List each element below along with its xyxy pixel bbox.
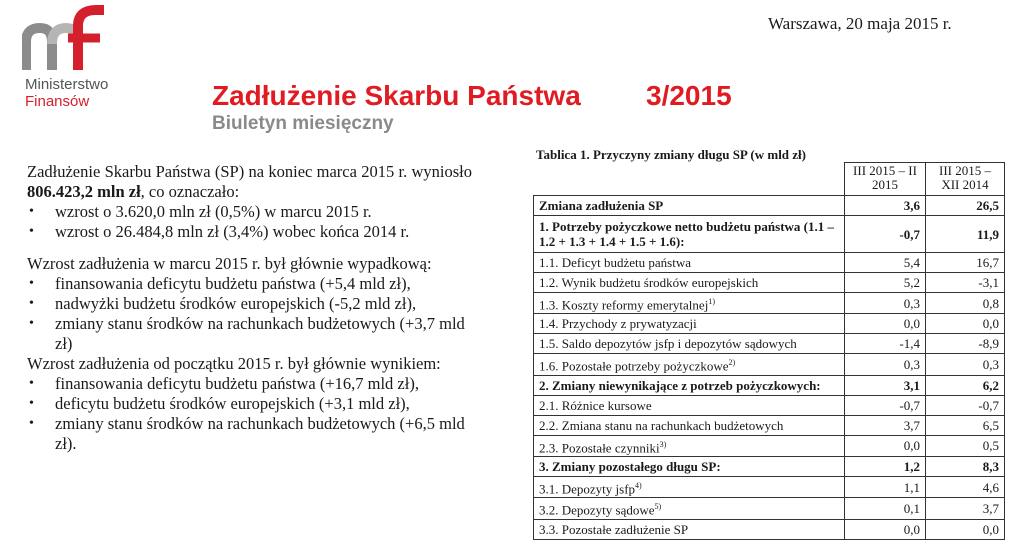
- list-item: • finansowania deficytu budżetu państwa (+16,7 mld zł),: [29, 374, 419, 393]
- table-header-row: [534, 163, 1005, 196]
- row-label: 1.5. Saldo depozytów jsfp i depozytów sądowych: [534, 334, 845, 354]
- table-row: [534, 253, 1005, 273]
- row-label: 3.2. Depozyty sądowe$^{5)}$: [534, 498, 845, 519]
- table-row: [534, 293, 1005, 314]
- value-month: 0,0: [845, 314, 926, 334]
- row-label: 2. Zmiany niewynikające z potrzeb pożyczkowych:: [534, 375, 845, 395]
- list-ytd: [27, 374, 472, 454]
- row-label: 2.2. Zmiana stanu na rachunkach budżetowych: [534, 415, 845, 435]
- row-label: 1.2. Wynik budżetu środków europejskich: [534, 273, 845, 293]
- value-ytd: 8,3: [926, 456, 1005, 476]
- value-ytd: 3,7: [926, 498, 1005, 519]
- summary-text: [27, 162, 472, 454]
- table-row: [534, 498, 1005, 519]
- row-label: 3.3. Pozostałe zadłużenie SP: [534, 519, 845, 539]
- debt-total: 806.423,2 mln zł: [27, 182, 141, 201]
- footnote-marker: 3): [659, 439, 667, 449]
- list-item: • wzrost o 3.620,0 mln zł (0,5%) w marcu 2015 r.: [29, 202, 372, 221]
- table-row: [534, 456, 1005, 476]
- mf-logo-icon: [22, 4, 112, 74]
- value-month: 0,3: [845, 354, 926, 375]
- table-row: [534, 334, 1005, 354]
- document-subtitle: Biuletyn miesięczny: [212, 113, 394, 134]
- table-row: [534, 435, 1005, 456]
- row-label: 1. Potrzeby pożyczkowe netto budżetu państwa (1.1 – 1.2 + 1.3 + 1.4 + 1.5 + 1.6):: [534, 216, 845, 253]
- row-label: 1.4. Przychody z prywatyzacji: [534, 314, 845, 334]
- table-caption: Tablica 1. Przyczyny zmiany długu SP (w mld zł): [536, 147, 806, 162]
- value-month: 3,7: [845, 415, 926, 435]
- table-corner: [534, 163, 845, 196]
- table-row: [534, 415, 1005, 435]
- logo-line1: Ministerstwo: [25, 76, 109, 93]
- row-label: 3.1. Depozyty jsfp$^{4)}$: [534, 476, 845, 497]
- value-ytd: 6,2: [926, 375, 1005, 395]
- row-label: 2.3. Pozostałe czynniki$^{3)}$: [534, 435, 845, 456]
- logo-line2: Finansów: [25, 93, 90, 110]
- value-month: 0,0: [845, 435, 926, 456]
- table-row: [534, 375, 1005, 395]
- value-ytd: -0,7: [926, 395, 1005, 415]
- list-item: • wzrost o 26.484,8 mln zł (3,4%) wobec końca 2014 r.: [29, 222, 410, 241]
- value-month: 1,1: [845, 476, 926, 497]
- value-ytd: 26,5: [926, 196, 1005, 216]
- document-date: Warszawa, 20 maja 2015 r.: [768, 14, 952, 33]
- value-month: 0,3: [845, 293, 926, 314]
- table-row: [534, 216, 1005, 253]
- ytd-paragraph: Wzrost zadłużenia od początku 2015 r. był głównie wynikiem:: [27, 354, 441, 373]
- row-label: 1.6. Pozostałe potrzeby pożyczkowe$^{2)}$: [534, 354, 845, 375]
- footnote-marker: 4): [635, 480, 642, 490]
- value-month: 5,4: [845, 253, 926, 273]
- value-month: 1,2: [845, 456, 926, 476]
- value-ytd: 11,9: [926, 216, 1005, 253]
- debt-change-table: [533, 162, 1005, 540]
- value-ytd: 6,5: [926, 415, 1005, 435]
- march-paragraph: Wzrost zadłużenia w marcu 2015 r. był głównie wypadkową:: [27, 254, 432, 273]
- table-row: [534, 314, 1005, 334]
- value-ytd: -3,1: [926, 273, 1005, 293]
- intro-paragraph: Zadłużenie Skarbu Państwa (SP) na koniec marca 2015 r. wyniosło 806.423,2 mln zł, co oznaczało:: [27, 162, 472, 201]
- document-title: Zadłużenie Skarbu Państwa: [212, 80, 581, 111]
- row-label: 2.1. Różnice kursowe: [534, 395, 845, 415]
- table-row: [534, 395, 1005, 415]
- value-month: 3,6: [845, 196, 926, 216]
- value-ytd: -8,9: [926, 334, 1005, 354]
- table-row: [534, 519, 1005, 539]
- column-header: III 2015 – XII 2014: [926, 163, 1005, 196]
- value-ytd: 0,3: [926, 354, 1005, 375]
- issue-number: 3/2015: [646, 80, 732, 111]
- column-header: III 2015 – II 2015: [845, 163, 926, 196]
- footnote-marker: 5): [654, 502, 662, 512]
- table-row: [534, 273, 1005, 293]
- list-item: • deficytu budżetu środków europejskich (+3,1 mld zł),: [29, 394, 410, 413]
- value-ytd: 0,5: [926, 435, 1005, 456]
- value-ytd: 0,0: [926, 314, 1005, 334]
- list-item: • nadwyżki budżetu środków europejskich (-5,2 mld zł),: [29, 294, 417, 313]
- value-month: 5,2: [845, 273, 926, 293]
- row-label: Zmiana zadłużenia SP: [534, 196, 845, 216]
- list-summary: [27, 202, 472, 242]
- table-row: [534, 476, 1005, 497]
- value-month: 0,1: [845, 498, 926, 519]
- list-item: • zmiany stanu środków na rachunkach budżetowych (+3,7 mld zł): [29, 314, 465, 353]
- value-month: -0,7: [845, 216, 926, 253]
- row-label: 1.3. Koszty reformy emerytalnej$^{1)}$: [534, 293, 845, 314]
- value-ytd: 0,8: [926, 293, 1005, 314]
- list-item: • zmiany stanu środków na rachunkach budżetowych (+6,5 mld zł).: [29, 414, 465, 453]
- value-month: -1,4: [845, 334, 926, 354]
- value-month: 0,0: [845, 519, 926, 539]
- footnote-marker: 1): [708, 297, 715, 306]
- value-month: 3,1: [845, 375, 926, 395]
- value-ytd: 0,0: [926, 519, 1005, 539]
- row-label: 1.1. Deficyt budżetu państwa: [534, 253, 845, 273]
- ministry-logo: [22, 4, 132, 114]
- row-label: 3. Zmiany pozostałego długu SP:: [534, 456, 845, 476]
- value-ytd: 4,6: [926, 476, 1005, 497]
- footnote-marker: 2): [728, 358, 736, 368]
- value-ytd: 16,7: [926, 253, 1005, 273]
- value-month: -0,7: [845, 395, 926, 415]
- logo-text: [25, 76, 108, 110]
- table-row: [534, 354, 1005, 375]
- table-row: [534, 196, 1005, 216]
- list-item: • finansowania deficytu budżetu państwa (+5,4 mld zł),: [29, 274, 411, 293]
- list-march: [27, 274, 472, 354]
